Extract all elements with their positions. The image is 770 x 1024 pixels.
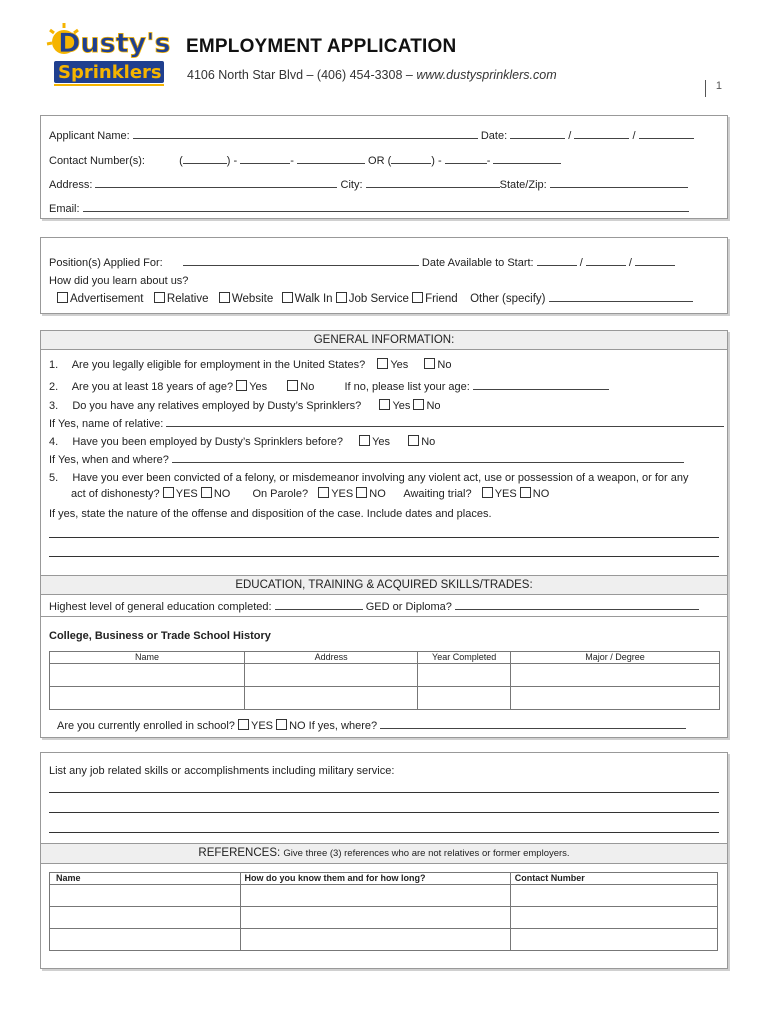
address-label: Address:: [49, 179, 93, 191]
no-label: NO: [369, 488, 386, 500]
question-5-continued: [71, 487, 549, 500]
question-number: 2.: [49, 381, 59, 393]
column-header-name: Name: [50, 873, 241, 885]
year-completed-cell[interactable]: [418, 687, 511, 710]
school-history-title: College, Business or Trade School History: [49, 630, 271, 642]
company-address: 4106 North Star Blvd – (406) 454-3308 –: [187, 68, 417, 82]
parole-yes-checkbox[interactable]: [318, 487, 329, 498]
question-text: Do you have any relatives employed by Dusty’s Sprinklers?: [72, 400, 362, 412]
phone1-prefix-field[interactable]: [240, 152, 290, 164]
email-field[interactable]: [83, 200, 689, 212]
applicant-name-field[interactable]: [133, 127, 478, 139]
education-header: EDUCATION, TRAINING & ACQUIRED SKILLS/TRADES:: [41, 575, 727, 595]
reference-contact-cell[interactable]: [510, 929, 717, 951]
column-header-name: Name: [50, 652, 245, 664]
question-text: Are you at least 18 years of age?: [71, 381, 234, 393]
table-row: [50, 907, 718, 929]
date-slash: /: [628, 257, 632, 269]
no-label: No: [421, 436, 436, 448]
references-table: [49, 872, 718, 951]
highest-education-field[interactable]: [275, 598, 363, 610]
available-day-field[interactable]: [586, 254, 626, 266]
referral-options-row: [57, 290, 693, 305]
q5-no-checkbox[interactable]: [201, 487, 212, 498]
company-contact-line: [187, 68, 557, 82]
q2-yes-checkbox[interactable]: [236, 380, 247, 391]
column-header-year: Year Completed: [418, 652, 511, 664]
page-number: 1: [705, 80, 722, 97]
question-3: [49, 399, 441, 412]
position-applied-label: Position(s) Applied For:: [49, 257, 163, 269]
relative-name-label: If Yes, name of relative:: [49, 418, 164, 430]
question-number: 4.: [49, 436, 59, 448]
website-checkbox[interactable]: [219, 292, 230, 303]
yes-label: Yes: [372, 436, 391, 448]
question-number: 1.: [49, 359, 59, 371]
reference-name-cell[interactable]: [50, 929, 241, 951]
document-title: EMPLOYMENT APPLICATION: [186, 36, 457, 57]
ged-label: GED or Diploma?: [365, 601, 452, 613]
yes-label: Yes: [390, 359, 409, 371]
age-field[interactable]: [473, 378, 609, 390]
relative-name-field[interactable]: [166, 415, 724, 427]
or-label: OR: [368, 155, 385, 167]
question-text: act of dishonesty?: [71, 488, 160, 500]
option-friend: Friend: [425, 293, 458, 305]
option-walk-in: Walk In: [294, 293, 333, 305]
svg-text:Dusty's: Dusty's: [58, 28, 171, 59]
option-job-service: Job Service: [348, 293, 409, 305]
no-label: NO: [289, 720, 306, 732]
q1-yes-checkbox[interactable]: [377, 358, 388, 369]
applicant-info-box: [40, 115, 728, 219]
available-year-field[interactable]: [635, 254, 675, 266]
position-row: [49, 254, 675, 269]
references-note: Give three (3) references who are not relatives or former employers.: [283, 848, 570, 859]
enrolled-row: [57, 717, 686, 732]
no-label: No: [426, 400, 441, 412]
option-advertisement: Advertisement: [70, 293, 144, 305]
skills-line-2[interactable]: [49, 812, 719, 813]
no-label: No: [300, 381, 315, 393]
question-text: Are you legally eligible for employment in the United States?: [71, 359, 366, 371]
q1-no-checkbox[interactable]: [424, 358, 435, 369]
employed-when-label: If Yes, when and where?: [49, 454, 169, 466]
yes-label: Yes: [249, 381, 268, 393]
friend-checkbox[interactable]: [412, 292, 423, 303]
school-name-cell[interactable]: [50, 687, 245, 710]
date-slash: /: [632, 130, 636, 142]
yes-label: YES: [494, 488, 517, 500]
q5-yes-checkbox[interactable]: [163, 487, 174, 498]
q2-no-checkbox[interactable]: [287, 380, 298, 391]
position-box: [40, 237, 728, 314]
reference-contact-cell[interactable]: [510, 885, 717, 907]
skills-line-3[interactable]: [49, 832, 719, 833]
reference-relationship-cell[interactable]: [240, 885, 510, 907]
question-text: Have you been employed by Dusty’s Sprinklers before?: [72, 436, 343, 448]
table-header-row: [50, 652, 720, 664]
reference-name-cell[interactable]: [50, 885, 241, 907]
general-education-box: [40, 330, 728, 738]
enrolled-where-label: If yes, where?: [308, 720, 378, 732]
email-row: [49, 200, 689, 215]
company-logo: [44, 20, 172, 90]
city-label: City:: [340, 179, 363, 191]
email-label: Email:: [49, 203, 80, 215]
school-history-table: [49, 651, 720, 710]
reference-contact-cell[interactable]: [510, 907, 717, 929]
column-header-address: Address: [245, 652, 418, 664]
available-month-field[interactable]: [537, 254, 577, 266]
walk-in-checkbox[interactable]: [282, 292, 293, 303]
table-row: [50, 664, 720, 687]
offense-line-2[interactable]: [49, 556, 719, 557]
trial-no-checkbox[interactable]: [520, 487, 531, 498]
yes-label: YES: [331, 488, 354, 500]
option-website: Website: [231, 293, 274, 305]
address-field[interactable]: [95, 176, 337, 188]
city-field[interactable]: [366, 176, 500, 188]
offense-label: If yes, state the nature of the offense and disposition of the case. Include dates and places.: [49, 508, 492, 520]
date-slash: /: [579, 257, 583, 269]
employed-when-row: [49, 451, 684, 466]
relative-name-row: [49, 415, 724, 430]
phone1-area-field[interactable]: [183, 152, 227, 164]
question-number: 5.: [49, 472, 59, 484]
highest-education-row: [49, 598, 699, 613]
job-service-checkbox[interactable]: [336, 292, 347, 303]
school-address-cell[interactable]: [245, 664, 418, 687]
date-month-field[interactable]: [510, 127, 565, 139]
parole-label: On Parole?: [252, 488, 309, 500]
q4-no-checkbox[interactable]: [408, 435, 419, 446]
reference-name-cell[interactable]: [50, 907, 241, 929]
applicant-name-row: [49, 127, 694, 142]
question-4: [49, 435, 435, 448]
ged-field[interactable]: [455, 598, 699, 610]
skills-label: List any job related skills or accomplishments including military service:: [49, 765, 395, 777]
relative-checkbox[interactable]: [154, 292, 165, 303]
major-degree-cell[interactable]: [510, 664, 719, 687]
q4-yes-checkbox[interactable]: [359, 435, 370, 446]
column-header-major: Major / Degree: [510, 652, 719, 664]
date-slash: /: [568, 130, 572, 142]
skills-line-1[interactable]: [49, 792, 719, 793]
contact-number-label: Contact Number(s):: [49, 155, 145, 167]
age-followup-label: If no, please list your age:: [344, 381, 470, 393]
skills-references-box: [40, 752, 728, 969]
svg-text:Sprinklers: Sprinklers: [58, 62, 162, 83]
table-row: [50, 929, 718, 951]
date-available-label: Date Available to Start:: [421, 257, 534, 269]
phone2-area-field[interactable]: [391, 152, 431, 164]
major-degree-cell[interactable]: [510, 687, 719, 710]
option-relative: Relative: [166, 293, 209, 305]
enrolled-yes-checkbox[interactable]: [238, 719, 249, 730]
yes-label: YES: [251, 720, 274, 732]
table-row: [50, 687, 720, 710]
state-zip-label: State/Zip:: [499, 179, 547, 191]
general-info-header: GENERAL INFORMATION:: [41, 331, 727, 350]
column-header-contact: Contact Number: [510, 873, 717, 885]
reference-relationship-cell[interactable]: [240, 929, 510, 951]
awaiting-trial-label: Awaiting trial?: [403, 488, 472, 500]
phone1-line-field[interactable]: [297, 152, 365, 164]
applicant-name-label: Applicant Name:: [49, 130, 130, 142]
date-day-field[interactable]: [574, 127, 629, 139]
trial-yes-checkbox[interactable]: [482, 487, 493, 498]
enrolled-where-field[interactable]: [380, 717, 686, 729]
company-website[interactable]: www.dustysprinklers.com: [416, 68, 557, 82]
parole-no-checkbox[interactable]: [356, 487, 367, 498]
advertisement-checkbox[interactable]: [57, 292, 68, 303]
reference-relationship-cell[interactable]: [240, 907, 510, 929]
learn-about-label: How did you learn about us?: [49, 275, 189, 287]
references-title: REFERENCES:: [198, 847, 281, 859]
table-row: [50, 885, 718, 907]
column-header-relationship: How do you know them and for how long?: [240, 873, 510, 885]
enrolled-label: Are you currently enrolled in school?: [57, 720, 235, 732]
state-zip-field[interactable]: [550, 176, 688, 188]
question-5: [49, 472, 688, 484]
highest-education-label: Highest level of general education completed:: [49, 601, 272, 613]
references-header: [41, 843, 727, 864]
question-1: [49, 358, 451, 371]
phone2-prefix-field[interactable]: [445, 152, 487, 164]
question-text: Have you ever been convicted of a felony, or misdemeanor involving any violent act, use or possession of a weapon, or for any: [72, 472, 689, 484]
date-label: Date:: [480, 130, 508, 142]
question-2: [49, 378, 609, 393]
school-address-cell[interactable]: [245, 687, 418, 710]
yes-label: Yes: [392, 400, 411, 412]
position-applied-field[interactable]: [183, 254, 419, 266]
no-label: NO: [213, 488, 231, 500]
year-completed-cell[interactable]: [418, 664, 511, 687]
phone2-line-field[interactable]: [493, 152, 561, 164]
employed-when-field[interactable]: [172, 451, 684, 463]
option-other-label: Other (specify): [470, 293, 546, 305]
enrolled-no-checkbox[interactable]: [276, 719, 287, 730]
q3-no-checkbox[interactable]: [413, 399, 424, 410]
other-specify-field[interactable]: [549, 290, 693, 302]
table-header-row: [50, 873, 718, 885]
question-number: 3.: [49, 400, 59, 412]
school-name-cell[interactable]: [50, 664, 245, 687]
no-label: No: [437, 359, 452, 371]
offense-line-1[interactable]: [49, 537, 719, 538]
date-year-field[interactable]: [639, 127, 694, 139]
address-row: [49, 176, 688, 191]
yes-label: YES: [175, 488, 198, 500]
q3-yes-checkbox[interactable]: [379, 399, 390, 410]
no-label: NO: [532, 488, 550, 500]
contact-number-row: Contact Number(s): ( ) - - OR ( ) - -: [49, 152, 561, 167]
